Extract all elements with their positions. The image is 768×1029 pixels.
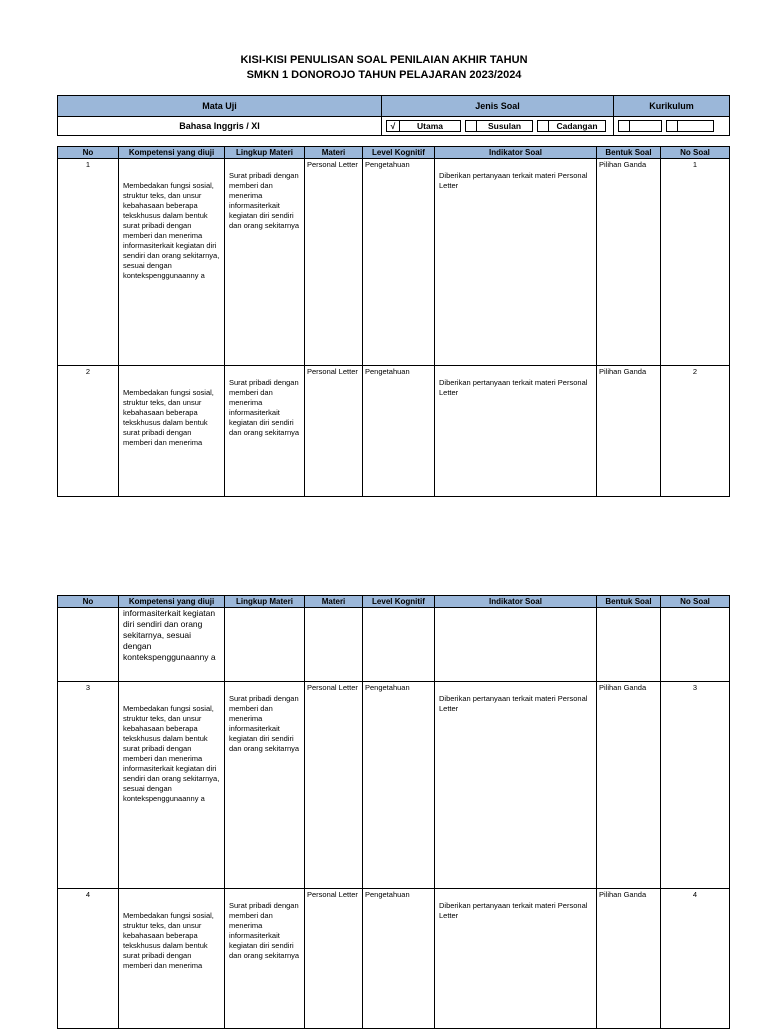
- row-lingkup-empty: [225, 608, 305, 682]
- col-no-soal: No Soal: [661, 596, 730, 608]
- col-indikator: Indikator Soal: [435, 147, 597, 159]
- table-row: [58, 159, 730, 366]
- table-row: [58, 682, 730, 889]
- col-no-soal: No Soal: [661, 147, 730, 159]
- row-indikator: Diberikan pertanyaan terkait materi Personal Letter: [435, 366, 597, 497]
- utama-checkbox[interactable]: √: [386, 120, 400, 132]
- cadangan-label: Cadangan: [548, 120, 606, 132]
- row-bentuk: Pilihan Ganda: [597, 889, 661, 1029]
- row-level: Pengetahuan: [363, 159, 435, 366]
- col-kompetensi: Kompetensi yang diuji: [119, 147, 225, 159]
- table-row: [58, 889, 730, 1029]
- kurikulum-box-1: [629, 120, 662, 132]
- row-kompetensi: informasiterkait kegiatan diri sendiri dan orang sekitarnya, sesuai dengan kontekspenggunaanny a: [119, 608, 225, 682]
- row-lingkup: Surat pribadi dengan memberi dan menerima informasiterkait kegiatan diri sendiri dan orang sekitarnya: [225, 366, 305, 497]
- row-indikator: Diberikan pertanyaan terkait materi Personal Letter: [435, 889, 597, 1029]
- row-lingkup: Surat pribadi dengan memberi dan menerima informasiterkait kegiatan diri sendiri dan orang sekitarnya: [225, 889, 305, 1029]
- row-level: Pengetahuan: [363, 366, 435, 497]
- col-lingkup: Lingkup Materi: [225, 147, 305, 159]
- row-no: 1: [58, 159, 119, 366]
- row-no-soal: 4: [661, 889, 730, 1029]
- row-no: 4: [58, 889, 119, 1029]
- col-materi: Materi: [305, 147, 363, 159]
- row-bentuk-empty: [597, 608, 661, 682]
- col-kompetensi: Kompetensi yang diuji: [119, 596, 225, 608]
- row-kompetensi: Membedakan fungsi sosial, struktur teks, dan unsur kebahasaan beberapa tekskhusus dalam bentuk surat pribadi dengan memberi dan menerima: [119, 366, 225, 497]
- row-materi: Personal Letter: [305, 366, 363, 497]
- row-no-soal: 2: [661, 366, 730, 497]
- row-indikator: Diberikan pertanyaan terkait materi Personal Letter: [435, 159, 597, 366]
- table-header-row: [58, 596, 730, 608]
- row-materi: Personal Letter: [305, 682, 363, 889]
- header-table: [57, 95, 730, 136]
- col-level: Level Kognitif: [363, 596, 435, 608]
- jenis-soal-label: Jenis Soal: [382, 96, 614, 117]
- row-kompetensi: Membedakan fungsi sosial, struktur teks, dan unsur kebahasaan beberapa tekskhusus dalam bentuk surat pribadi dengan memberi dan menerima: [119, 889, 225, 1029]
- row-bentuk: Pilihan Ganda: [597, 366, 661, 497]
- kisi-table-page-1: [57, 146, 730, 497]
- row-kompetensi: Membedakan fungsi sosial, struktur teks, dan unsur kebahasaan beberapa tekskhusus dalam bentuk surat pribadi dengan memberi dan menerima informasiterkait kegiatan diri sendiri dan orang sekitarnya, sesuai dengan kontekspenggunaanny a: [119, 159, 225, 366]
- row-level: Pengetahuan: [363, 682, 435, 889]
- col-no: No: [58, 147, 119, 159]
- row-materi: Personal Letter: [305, 889, 363, 1029]
- row-materi: Personal Letter: [305, 159, 363, 366]
- row-lingkup: Surat pribadi dengan memberi dan menerima informasiterkait kegiatan diri sendiri dan orang sekitarnya: [225, 682, 305, 889]
- row-bentuk: Pilihan Ganda: [597, 682, 661, 889]
- utama-label: Utama: [399, 120, 461, 132]
- row-lingkup: Surat pribadi dengan memberi dan menerima informasiterkait kegiatan diri sendiri dan orang sekitarnya: [225, 159, 305, 366]
- kurikulum-label: Kurikulum: [614, 96, 730, 117]
- col-materi: Materi: [305, 596, 363, 608]
- row-indikator: Diberikan pertanyaan terkait materi Personal Letter: [435, 682, 597, 889]
- table-row-continuation: [58, 608, 730, 682]
- col-lingkup: Lingkup Materi: [225, 596, 305, 608]
- row-no: 2: [58, 366, 119, 497]
- document-title: KISI-KISI PENULISAN SOAL PENILAIAN AKHIR TAHUN: [240, 54, 528, 66]
- col-bentuk: Bentuk Soal: [597, 147, 661, 159]
- document-subtitle: SMKN 1 DONOROJO TAHUN PELAJARAN 2023/2024: [246, 69, 522, 81]
- row-indikator-empty: [435, 608, 597, 682]
- kurikulum-options: [614, 117, 730, 136]
- col-level: Level Kognitif: [363, 147, 435, 159]
- row-level-empty: [363, 608, 435, 682]
- table-row: [58, 366, 730, 497]
- row-kompetensi: Membedakan fungsi sosial, struktur teks, dan unsur kebahasaan beberapa tekskhusus dalam bentuk surat pribadi dengan memberi dan menerima informasiterkait kegiatan diri sendiri dan orang sekitarnya, sesuai dengan kontekspenggunaanny a: [119, 682, 225, 889]
- mata-uji-label: Mata Uji: [58, 96, 382, 117]
- mata-uji-value: Bahasa Inggris / XI: [58, 117, 382, 136]
- kurikulum-box-2: [677, 120, 714, 132]
- table-header-row: [58, 147, 730, 159]
- susulan-label: Susulan: [476, 120, 533, 132]
- row-no-empty: [58, 608, 119, 682]
- jenis-soal-options: [382, 117, 614, 136]
- col-no: No: [58, 596, 119, 608]
- col-indikator: Indikator Soal: [435, 596, 597, 608]
- row-no-soal-empty: [661, 608, 730, 682]
- row-bentuk: Pilihan Ganda: [597, 159, 661, 366]
- kisi-table-page-2: [57, 595, 730, 1029]
- col-bentuk: Bentuk Soal: [597, 596, 661, 608]
- row-no: 3: [58, 682, 119, 889]
- row-no-soal: 3: [661, 682, 730, 889]
- row-materi-empty: [305, 608, 363, 682]
- row-no-soal: 1: [661, 159, 730, 366]
- row-level: Pengetahuan: [363, 889, 435, 1029]
